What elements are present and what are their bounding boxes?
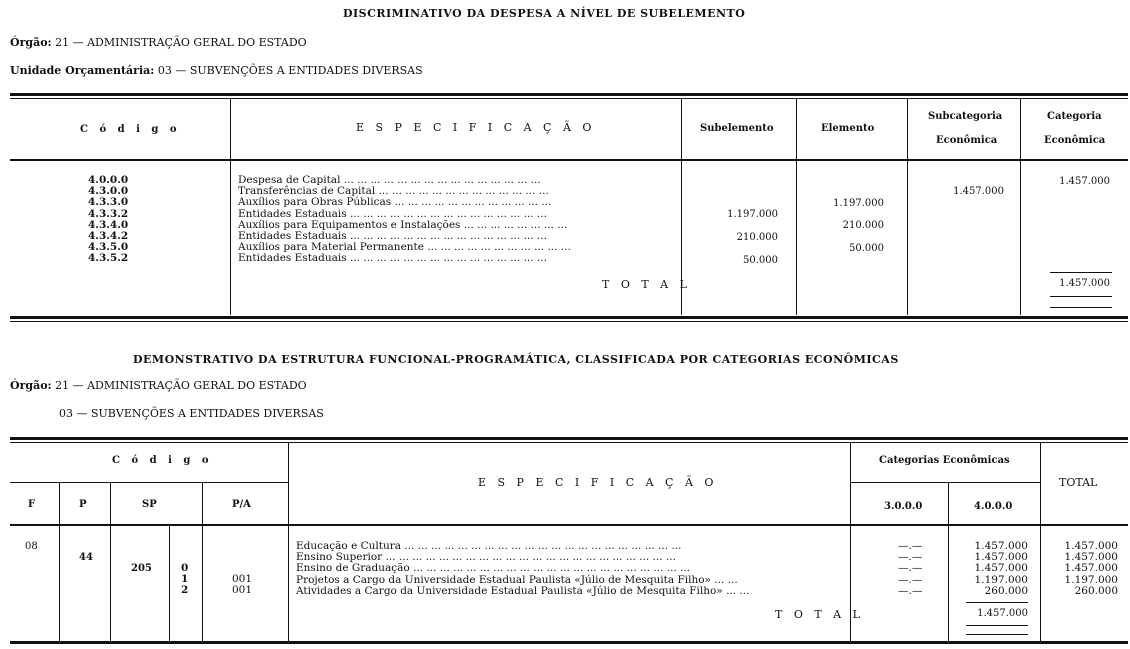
cat4-value: 1.197.000 xyxy=(974,573,1028,586)
section2-title: DEMONSTRATIVO DA ESTRUTURA FUNCIONAL-PROGRAMÁTICA, CLASSIFICADA POR CATEGORIAS ECONÔMICAS xyxy=(133,353,899,366)
header-cat3: 3.0.0.0 xyxy=(884,501,923,512)
header-categoria-1: Categoria xyxy=(1047,111,1102,122)
section2-unidade: 03 — SUBVENÇÕES A ENTIDADES DIVERSAS xyxy=(59,407,324,420)
table1-col-divider xyxy=(230,99,231,315)
cat4-value: 260.000 xyxy=(984,584,1028,597)
sp-value: 205 xyxy=(131,563,152,574)
table1-top-rule-thin xyxy=(10,98,1128,99)
table2-top-rule-thin xyxy=(10,442,1128,443)
total-underline xyxy=(966,625,1028,626)
table2-col-divider xyxy=(59,483,60,641)
elemento-value: 210.000 xyxy=(842,220,884,231)
especificacao-cell: Transferências de Capital ... ... ... ... ... ... ... ... ... ... ... ... ... xyxy=(238,185,549,198)
especificacao-cell: Despesa de Capital ... ... ... ... ... ... ... ... ... ... ... ... ... ... ... xyxy=(238,175,541,186)
total-value: 1.457.000 xyxy=(1064,540,1118,552)
subcategoria-value: 1.457.000 xyxy=(953,186,1004,197)
table2-total-label: T O T A L xyxy=(775,608,864,621)
sub-value: 1 xyxy=(181,573,189,586)
header-cat4: 4.0.0.0 xyxy=(974,501,1013,512)
section1-orgao xyxy=(10,36,307,49)
especificacao-cell: Atividades a Cargo da Universidade Estadual Paulista «Júlio de Mesquita Filho» ... ... xyxy=(296,584,750,597)
header-codigo: C ó d i g o xyxy=(80,124,181,135)
total-value: 1.457.000 xyxy=(1064,562,1118,575)
header-total: TOTAL xyxy=(1059,476,1098,489)
pa-value: 001 xyxy=(232,573,253,585)
codigo-cell: 4.3.3.2 xyxy=(88,207,129,220)
cat3-value: —.— xyxy=(898,584,923,597)
header-especificacao: E S P E C I F I C A Ç Ã O xyxy=(356,121,596,134)
header-subcategoria-2: Econômica xyxy=(936,135,998,146)
especificacao-cell: Ensino de Graduação ... ... ... ... ... ... ... ... ... ... ... ... ... ... ... ... ... ... ... ... ... xyxy=(296,562,691,575)
header-pa: P/A xyxy=(232,499,251,510)
table2-total-value: 1.457.000 xyxy=(977,608,1028,619)
header-sp: SP xyxy=(142,499,157,510)
header-especificacao: E S P E C I F I C A Ç Ã O xyxy=(478,476,718,489)
header-p: P xyxy=(79,499,87,510)
table2-col-divider xyxy=(202,483,203,641)
cat4-value: 1.457.000 xyxy=(974,562,1028,575)
table2-header-rule xyxy=(10,524,1128,526)
table1-bottom-rule xyxy=(10,316,1128,319)
table2-bottom-rule xyxy=(10,641,1128,644)
total-value: 260.000 xyxy=(1074,584,1118,597)
sub-value: 2 xyxy=(181,584,189,597)
header-f: F xyxy=(28,499,36,510)
header-subelemento: Subelemento xyxy=(700,123,774,134)
table2-codigo-rule xyxy=(10,482,288,483)
table2-col-divider xyxy=(1040,443,1041,641)
cat3-value: —.— xyxy=(898,573,923,586)
orgao-value: 21 — ADMINISTRAÇÃO GERAL DO ESTADO xyxy=(55,36,307,49)
header-categorias: Categorias Econômicas xyxy=(879,455,1010,466)
cat3-value: —.— xyxy=(898,551,923,564)
subelemento-value: 210.000 xyxy=(736,232,778,243)
header-codigo: C ó d i g o xyxy=(112,455,213,466)
section1-unidade xyxy=(10,64,423,77)
subelemento-value: 50.000 xyxy=(743,255,778,266)
sub-value: 0 xyxy=(181,562,189,574)
especificacao-column xyxy=(238,175,674,265)
unidade-label: Unidade Orçamentária: xyxy=(10,64,155,77)
table1-top-rule xyxy=(10,93,1128,96)
table1-col-divider xyxy=(1020,99,1021,315)
total-value: 1.457.000 xyxy=(1064,551,1118,564)
p-value: 44 xyxy=(79,552,93,563)
table2-col-divider xyxy=(288,443,289,641)
total-value: 1.197.000 xyxy=(1064,573,1118,586)
pa-value: 001 xyxy=(232,584,253,597)
codigo-column xyxy=(88,175,128,265)
subelemento-value: 1.197.000 xyxy=(727,209,778,220)
table1-total-label: T O T A L xyxy=(602,278,691,291)
total-overline xyxy=(966,602,1028,603)
codigo-cell: 4.3.4.2 xyxy=(88,230,129,243)
codigo-cell: 4.3.3.0 xyxy=(88,196,129,209)
especificacao-cell: Educação e Cultura ... ... ... ... ... ... ... ... ... ... ... ... ... ... ... ... ... ... ... ... ... xyxy=(296,541,682,552)
cat3-value: —.— xyxy=(898,562,923,575)
table2-col-divider xyxy=(110,483,111,641)
orgao-value: 21 — ADMINISTRAÇÃO GERAL DO ESTADO xyxy=(55,379,307,392)
codigo-cell: 4.3.5.2 xyxy=(88,252,129,265)
sub-column xyxy=(181,563,188,597)
especificacao-cell: Auxílios para Equipamentos e Instalações ... ... ... ... ... ... ... ... xyxy=(238,218,568,231)
especificacao-cell: Ensino Superior ... ... ... ... ... ... ... ... ... ... ... ... ... ... ... ... ... ... ... ... ... ... xyxy=(296,551,676,564)
table2-categorias-rule xyxy=(850,482,1040,483)
pa-column xyxy=(232,574,252,596)
table2-top-rule xyxy=(10,437,1128,440)
especificacao-cell: Auxílios para Obras Públicas ... ... ... ... ... ... ... ... ... ... ... ... xyxy=(238,196,552,209)
elemento-value: 50.000 xyxy=(849,243,884,254)
table1-col-divider xyxy=(907,99,908,315)
section2-orgao xyxy=(10,379,307,392)
total-underline xyxy=(1050,307,1112,308)
cat4-value: 1.457.000 xyxy=(974,540,1028,552)
especificacao-cell: Entidades Estaduais ... ... ... ... ... ... ... ... ... ... ... ... ... ... ... xyxy=(238,230,547,243)
table1-header-rule xyxy=(10,159,1128,161)
table1-col-divider xyxy=(796,99,797,315)
cat3-value: —.— xyxy=(898,540,923,552)
header-categoria-2: Econômica xyxy=(1044,135,1106,146)
categoria-value: 1.457.000 xyxy=(1059,176,1110,187)
cat4-column xyxy=(956,541,1028,597)
codigo-cell: 4.3.0.0 xyxy=(88,185,129,198)
header-subcategoria-1: Subcategoria xyxy=(928,111,1003,122)
especificacao-cell: Projetos a Cargo da Universidade Estadual Paulista «Júlio de Mesquita Filho» ... ... xyxy=(296,573,738,586)
especificacao-cell: Entidades Estaduais ... ... ... ... ... ... ... ... ... ... ... ... ... ... ... xyxy=(238,207,547,220)
orgao-label: Órgão: xyxy=(10,379,52,392)
orgao-label: Órgão: xyxy=(10,36,52,49)
cat4-value: 1.457.000 xyxy=(974,551,1028,564)
elemento-value: 1.197.000 xyxy=(833,198,884,209)
total-underline xyxy=(966,634,1028,635)
total-underline xyxy=(1050,296,1112,297)
section1-title: DISCRIMINATIVO DA DESPESA A NÍVEL DE SUBELEMENTO xyxy=(343,7,746,20)
especificacao-cell: Auxílios para Material Permanente ... ... ... ... ... ... ... ... ... ... ... xyxy=(238,241,571,254)
table2-col-divider xyxy=(948,483,949,641)
header-elemento: Elemento xyxy=(821,123,875,134)
f-value: 08 xyxy=(25,541,38,552)
unidade-value: 03 — SUBVENÇÕES A ENTIDADES DIVERSAS xyxy=(157,64,423,77)
table2-col-divider xyxy=(169,526,170,641)
especificacao-column xyxy=(296,541,844,597)
codigo-cell: 4.0.0.0 xyxy=(88,174,129,186)
total-column xyxy=(1046,541,1118,597)
table1-bottom-rule-thin xyxy=(10,321,1128,322)
codigo-cell: 4.3.4.0 xyxy=(88,218,129,231)
table1-total-value: 1.457.000 xyxy=(1059,278,1110,289)
total-overline xyxy=(1050,272,1112,273)
cat3-column xyxy=(898,541,938,597)
especificacao-cell: Entidades Estaduais ... ... ... ... ... ... ... ... ... ... ... ... ... ... ... xyxy=(238,252,547,265)
codigo-cell: 4.3.5.0 xyxy=(88,241,129,254)
